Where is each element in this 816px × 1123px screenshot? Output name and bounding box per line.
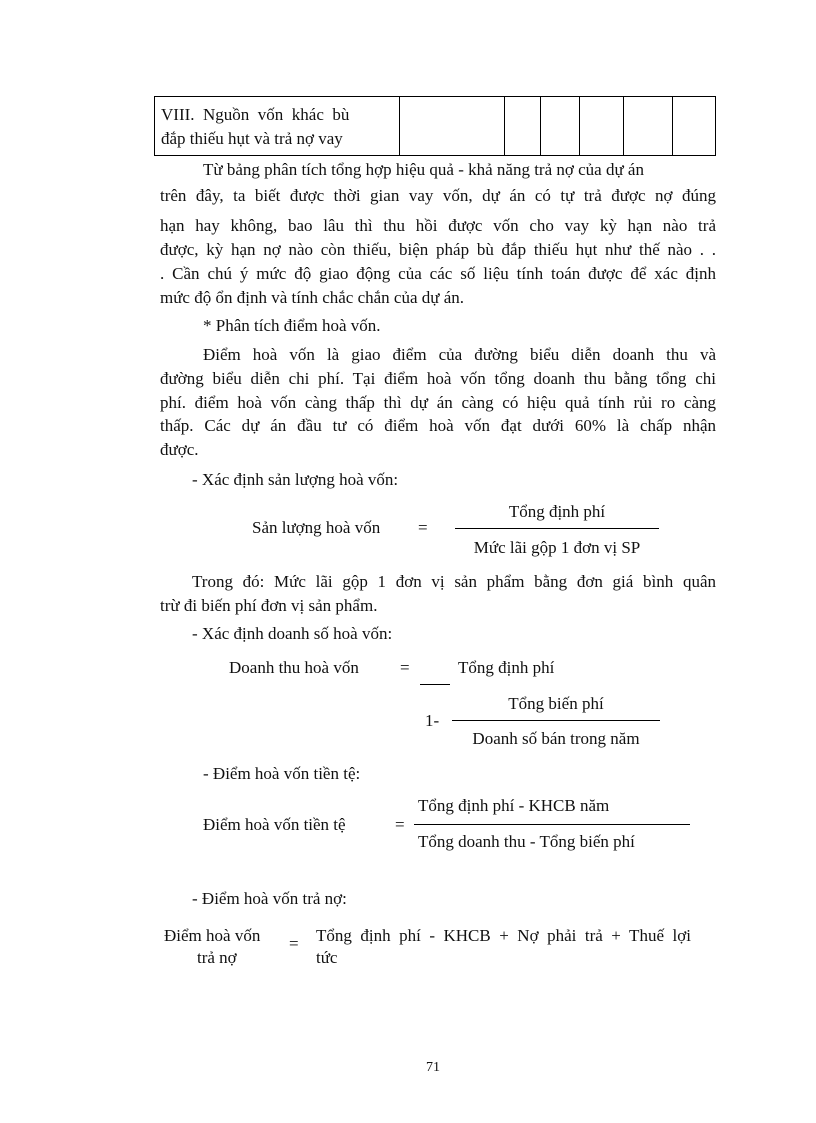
revenue-inner-denominator: Doanh số bán trong năm: [472, 729, 640, 748]
debt-heading: - Điểm hoà vốn trả nợ:: [192, 889, 347, 908]
table-cell: [673, 97, 716, 156]
paragraph2-line3: phí. điểm hoà vốn càng thấp thì dự án càng có hiệu quả tính rủi ro càng: [160, 393, 716, 412]
monetary-numerator: Tổng định phí - KHCB năm: [418, 796, 610, 815]
revenue-one-minus: 1-: [425, 711, 440, 730]
revenue-inner-fraction-bar: [452, 720, 660, 721]
monetary-heading: - Điểm hoà vốn tiền tệ:: [203, 764, 361, 783]
table-row-label-cell: [155, 97, 400, 156]
revenue-equals: =: [400, 658, 410, 677]
revenue-inner-numerator: Tổng biến phí: [508, 694, 604, 713]
paragraph2-line4: thấp. Các dự án đầu tư có điểm hoà vốn đạt dưới 60% là chấp nhận: [160, 416, 716, 435]
debt-formula-line2: tức: [316, 948, 338, 967]
volume-heading: - Xác định sản lượng hoà vốn:: [192, 470, 399, 489]
where-line1: Trong đó: Mức lãi gộp 1 đơn vị sản phẩm bằng đơn giá bình quân: [192, 572, 716, 591]
page-number: 71: [426, 1060, 440, 1075]
paragraph1-line2: trên đây, ta biết được thời gian vay vốn, dự án có tự trả được nợ đúng: [160, 186, 716, 205]
debt-label-line2: trả nợ: [197, 948, 237, 967]
debt-formula-line1: Tổng định phí - KHCB + Nợ phải trả + Thuế lợi: [316, 926, 691, 945]
monetary-label: Điểm hoà vốn tiền tệ: [203, 815, 346, 834]
monetary-denominator: Tổng doanh thu - Tổng biến phí: [418, 832, 635, 851]
summary-table: [154, 96, 716, 156]
paragraph2-line1: Điểm hoà vốn là giao điểm của đường biểu diễn doanh thu và: [203, 345, 716, 364]
volume-fraction-bar: [455, 528, 659, 529]
paragraph1-line5: . Cần chú ý mức độ giao động của các số liệu tính toán được để xác định: [160, 264, 716, 283]
volume-numerator: Tổng định phí: [508, 502, 606, 521]
paragraph1-line4: được, kỳ hạn nợ nào còn thiếu, biện pháp bù đắp thiếu hụt như thế nào . .: [160, 240, 716, 259]
paragraph1-line1: Từ bảng phân tích tổng hợp hiệu quả - khả năng trả nợ của dự án: [203, 160, 644, 179]
table-row: [155, 97, 716, 156]
paragraph1-line3: hạn hay không, bao lâu thì thu hồi được vốn cho vay kỳ hạn nào trả: [160, 216, 716, 235]
revenue-heading: - Xác định doanh số hoà vốn:: [192, 624, 393, 643]
revenue-label: Doanh thu hoà vốn: [229, 658, 359, 677]
volume-label: Sản lượng hoà vốn: [252, 518, 381, 537]
table-row-label-line2: đắp thiếu hụt và trả nợ vay: [161, 128, 343, 148]
paragraph2-line2: đường biểu diễn chi phí. Tại điểm hoà vốn tổng doanh thu bằng tổng chi: [160, 369, 716, 388]
volume-equals: =: [418, 518, 428, 537]
where-line2: trừ đi biến phí đơn vị sản phẩm.: [160, 596, 378, 615]
table-cell: [541, 97, 580, 156]
table-cell: [580, 97, 624, 156]
debt-equals: =: [289, 934, 299, 953]
revenue-outer-fraction-bar: [420, 684, 450, 685]
table-cell: [400, 97, 505, 156]
debt-label-line1: Điểm hoà vốn: [164, 926, 261, 945]
paragraph1-line6: mức độ ổn định và tính chắc chắn của dự án.: [160, 288, 465, 307]
revenue-numerator: Tổng định phí: [458, 658, 555, 677]
table-row-label-line1: VIII. Nguồn vốn khác bù: [161, 104, 350, 124]
breakeven-heading: * Phân tích điểm hoà vốn.: [203, 316, 381, 335]
table-cell: [505, 97, 541, 156]
table-cell: [624, 97, 673, 156]
monetary-fraction-bar: [414, 824, 690, 825]
monetary-equals: =: [395, 815, 405, 834]
paragraph2-line5: được.: [160, 440, 199, 459]
volume-denominator: Mức lãi gộp 1 đơn vị SP: [473, 538, 641, 557]
